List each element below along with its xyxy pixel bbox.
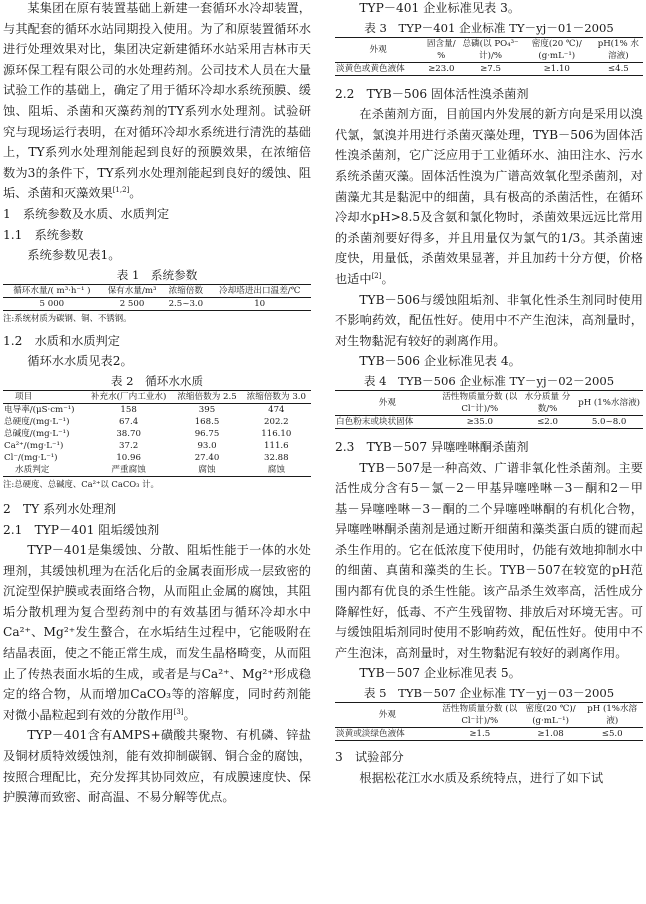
- table-row: [335, 728, 643, 741]
- table-cell: 93.0: [197, 440, 217, 451]
- table-cell: 白色粉末或块状固体: [336, 416, 414, 427]
- section-2-3-paragraph: TYB－507是一种高效、广谱非氧化性杀菌剂。主要活性成分含有5－氯－2－甲基异噻唑啉－3－酮和2－甲基－异噻唑啉－3－酮的二个异噻唑啉酮的有机化合物，异噻唑啉酮杀菌剂是通过断开细菌和藻类蛋白质的键而起杀生作用的。它在低浓度下使用时，仍能有效地抑制水中的细菌、真菌和藻类的生长。TYB－507在较宽的pH范围内都有优良的杀生性能。该产品杀生效率高，活性成分降解性好，低毒、不产生残留物、排放后对环境无害。可与缓蚀阻垢剂同时使用不影响药效，配伍性好。使用中不产生泡沫，高剂量时，对生物黏泥有较好的剥离作用。: [335, 460, 643, 660]
- table-cell: ≥1.08: [537, 729, 564, 740]
- table-4: [335, 390, 643, 429]
- table-3-caption: 表 3 TYP－401 企业标准 TY－yj－01－2005: [364, 20, 614, 35]
- table-header-cell: pH(1% 水溶液): [597, 38, 639, 61]
- intro-paragraph: 某集团在原有装置基础上新建一套循环水冷却装置，与其配套的循环水站同期投入使用。为了和原装置循环水进行处理效果对比，集团决定新建循环水站采用吉林市天源环保工程有限公司的水处理药剂。公司技术人员在大量试验工作的基础上，确定了用于循环冷却水系统预膜、缓蚀、阻垢、杀菌和灭藻药剂的TY系列水处理剂。试验研究与现场运行表明，在对循环冷却水系统进行清洗的基础上，TY系列水处理剂能起到良好的预膜效果，在浓缩倍数为3的条件下，TY系列水处理剂能起到良好的缓蚀、阻垢、杀菌和灭藻效果[1,2]。: [3, 1, 311, 201]
- table-row: [3, 440, 311, 452]
- table-1-caption: 表 1 系统参数: [116, 267, 198, 282]
- table-cell: 111.6: [264, 440, 289, 451]
- table-header-cell: 外观: [378, 397, 396, 408]
- table-5-caption: 表 5 TYB－507 企业标准 TY－yj－03－2005: [363, 686, 615, 701]
- table-4-caption: 表 4 TYB－506 企业标准 TY－yj－02－2005: [363, 373, 615, 388]
- table-2: [3, 390, 311, 477]
- table-cell: 67.4: [119, 416, 139, 427]
- table-3-reference: TYP－401 企业标准见表 3。: [359, 1, 521, 15]
- table-cell: 10.96: [116, 452, 141, 463]
- table-header-cell: 外观: [378, 710, 396, 721]
- table-cell: 395: [198, 404, 216, 415]
- table-row: [3, 297, 311, 310]
- table-cell: 168.5: [194, 416, 220, 427]
- table-header-cell: 活性物质量分数 (以 Cl⁻计)/%: [442, 391, 518, 414]
- section-2-2-heading: 2.2 TYB－506 固体活性溴杀菌剂: [335, 86, 529, 101]
- table-5-reference: TYB－507 企业标准见表 5。: [359, 666, 521, 681]
- section-2-1-heading: 2.1 TYP－401 阻垢缓蚀剂: [3, 522, 160, 537]
- table-header-row: [335, 37, 643, 62]
- table-cell: Ca²⁺/(mg·L⁻¹): [4, 440, 64, 451]
- table-2-caption: 表 2 循环水水质: [110, 373, 204, 388]
- table-header-cell: 密度(20 ℃)/ (g·mL⁻¹): [531, 38, 582, 61]
- section-2-heading: 2 TY 系列水处理剂: [3, 501, 117, 516]
- table-header-cell: 外观: [369, 44, 387, 55]
- table-header-cell: pH (1%水溶液): [587, 704, 638, 727]
- table-cell: 38.70: [116, 428, 141, 439]
- table-cell: ≤2.0: [537, 416, 558, 427]
- table-4-reference: TYB－506 企业标准见表 4。: [359, 354, 521, 369]
- table-header-cell: 密度(20 ℃)/ (g·mL⁻¹): [525, 704, 576, 727]
- table-cell: ≥35.0: [466, 416, 493, 427]
- table-cell: 10: [254, 298, 266, 309]
- section-2-2-paragraph-1: 在杀菌剂方面，目前国内外发展的新方向是采用以溴代氯，氯溴并用进行杀菌灭藻处理，TYB－506为固体活性溴杀菌剂，它广泛应用于工业循环水、油田注水、污水系统杀菌灭藻。固体活性溴为广谱高效氧化型杀菌剂，对菌藻尤其是黏泥中的细菌，具有极高的杀菌活性，在循环冷却水pH>8.5及含氨和氯化物时，杀菌效果远远比常用的杀菌剂要好得多，并且用量仅为氯气的1/3。其杀菌速度快，用量低，杀菌效果显著，并且加药十分方便，价格也适中[2]。: [335, 107, 643, 286]
- section-3-heading: 3 试验部分: [335, 750, 404, 765]
- section-1-2-text: 循环水水质见表2。: [27, 354, 133, 369]
- table-cell: ≤4.5: [607, 63, 629, 74]
- table-header-cell: pH (1%水溶液): [578, 397, 641, 408]
- table-header-cell: 浓缩倍数为 3.0: [246, 391, 307, 402]
- table-header-row: [335, 390, 643, 415]
- table-1: [3, 284, 311, 311]
- table-row: [3, 416, 311, 428]
- table-header-row: [335, 703, 643, 728]
- table-cell: 158: [120, 404, 137, 415]
- table-header-row: [3, 284, 311, 297]
- table-cell: Cl⁻/(mg·L⁻¹): [4, 452, 58, 463]
- table-row: [335, 62, 643, 75]
- table-cell: 严重腐蚀: [111, 464, 146, 475]
- table-header-cell: 水分质量 分数/%: [524, 391, 571, 414]
- table-cell: 2.5~3.0: [168, 298, 204, 309]
- table-3: [335, 37, 643, 76]
- table-header-cell: 活性物质量分数 (以 Cl⁻计)/%: [442, 704, 518, 727]
- table-header-cell: 浓缩倍数: [168, 285, 204, 296]
- section-1-1-heading: 1.1 系统参数: [3, 227, 84, 242]
- table-2-note: 注:总硬度、总碱度、Ca²⁺以 CaCO₃ 计。: [3, 478, 159, 489]
- table-row: [3, 464, 311, 477]
- table-row: [3, 403, 311, 416]
- section-2-3-heading: 2.3 TYB－507 异噻唑啉酮杀菌剂: [335, 439, 529, 454]
- table-cell: ≥7.5: [480, 63, 501, 74]
- left-column: [3, 0, 311, 808]
- table-header-cell: 总磷(以 PO₄³⁻计)/%: [462, 38, 519, 61]
- table-cell: 37.2: [119, 440, 139, 451]
- table-cell: 总碱度/(mg·L⁻¹): [4, 428, 70, 439]
- table-cell: ≥23.0: [428, 63, 455, 74]
- table-cell: 116.10: [261, 428, 292, 439]
- table-cell: ≤5.0: [601, 729, 623, 740]
- table-1-note: 注:系统材质为碳钢、铜、不锈钢。: [3, 312, 132, 323]
- table-cell: 5 000: [39, 298, 65, 309]
- table-header-cell: 固含量/ %: [426, 38, 456, 61]
- table-cell: 32.88: [264, 452, 289, 463]
- table-cell: 水质判定: [15, 464, 50, 475]
- table-cell: 2 500: [119, 298, 145, 309]
- table-row: [3, 452, 311, 464]
- table-cell: 202.2: [264, 416, 289, 427]
- section-2-1-paragraph-1: TYP－401是集缓蚀、分散、阻垢性能于一体的水处理剂，其缓蚀机理为在活化后的金属表面形成一层致密的沉淀型保护膜或表面络合物，从而阻止金属的腐蚀，其阻垢分散机理为复合型药剂中的有效基团与循环冷却水中Ca²⁺、Mg²⁺发生螯合，在水垢结生过程中，它能吸附在结晶表面，使之不能正常生成，而发生晶格畸变，从而阻止了传热表面水垢的生成，或者是与Ca²⁺、Mg²⁺形成稳定的络合物，从而增加CaCO₃等的溶解度，同时药剂能对微小晶粒起到有效的分散作用[3]。: [3, 543, 311, 722]
- table-header-cell: 补充水(厂内工业水): [90, 391, 167, 402]
- right-column: [335, 0, 643, 788]
- table-cell: 5.0~8.0: [591, 416, 627, 427]
- table-cell: ≥1.5: [469, 729, 491, 740]
- table-header-cell: 循环水量/( m³·h⁻¹ ): [13, 285, 91, 296]
- section-1-1-text: 系统参数见表1。: [27, 248, 121, 263]
- table-cell: 96.75: [194, 428, 220, 439]
- table-cell: 淡黄或淡绿色液体: [336, 729, 405, 740]
- section-1-2-heading: 1.2 水质和水质判定: [3, 333, 120, 348]
- table-header-row: [3, 390, 311, 403]
- table-header-cell: 项目: [15, 391, 33, 402]
- section-3-paragraph: 根据松花江水水质及系统特点，进行了如下试: [359, 770, 604, 785]
- table-cell: ≥1.10: [543, 63, 570, 74]
- table-cell: 淡黄色或黄色液体: [336, 63, 405, 74]
- table-row: [3, 428, 311, 440]
- table-5: [335, 702, 643, 741]
- table-cell: 27.40: [194, 452, 220, 463]
- table-header-cell: 浓缩倍数为 2.5: [177, 391, 237, 402]
- table-header-cell: 冷却塔进出口温差/℃: [219, 285, 301, 296]
- section-1-heading: 1 系统参数及水质、水质判定: [3, 206, 170, 221]
- table-cell: 474: [268, 404, 285, 415]
- table-cell: 总硬度/(mg·L⁻¹): [4, 416, 70, 427]
- section-2-2-paragraph-2: TYB－506与缓蚀阻垢剂、非氧化性杀生剂同时使用不影响药效，配伍性好。使用中不产生泡沫，高剂量时，对生物黏泥有较好的剥离作用。: [335, 292, 643, 348]
- table-cell: 电导率/(μS·cm⁻¹): [4, 404, 75, 415]
- table-row: [335, 415, 643, 428]
- table-header-cell: 保有水量/m³: [107, 285, 157, 296]
- table-cell: 腐蚀: [267, 464, 285, 475]
- section-2-1-paragraph-2: TYP－401含有AMPS+磺酸共聚物、有机磷、锌盐及铜材质特效缓蚀剂，能有效抑制碳钢、铜合金的腐蚀，按照合理配比，充分发挥其协同效应，有成膜速度快、保护膜薄而致密、耐高温、不易分解等优点。: [3, 728, 311, 805]
- table-cell: 腐蚀: [198, 464, 216, 475]
